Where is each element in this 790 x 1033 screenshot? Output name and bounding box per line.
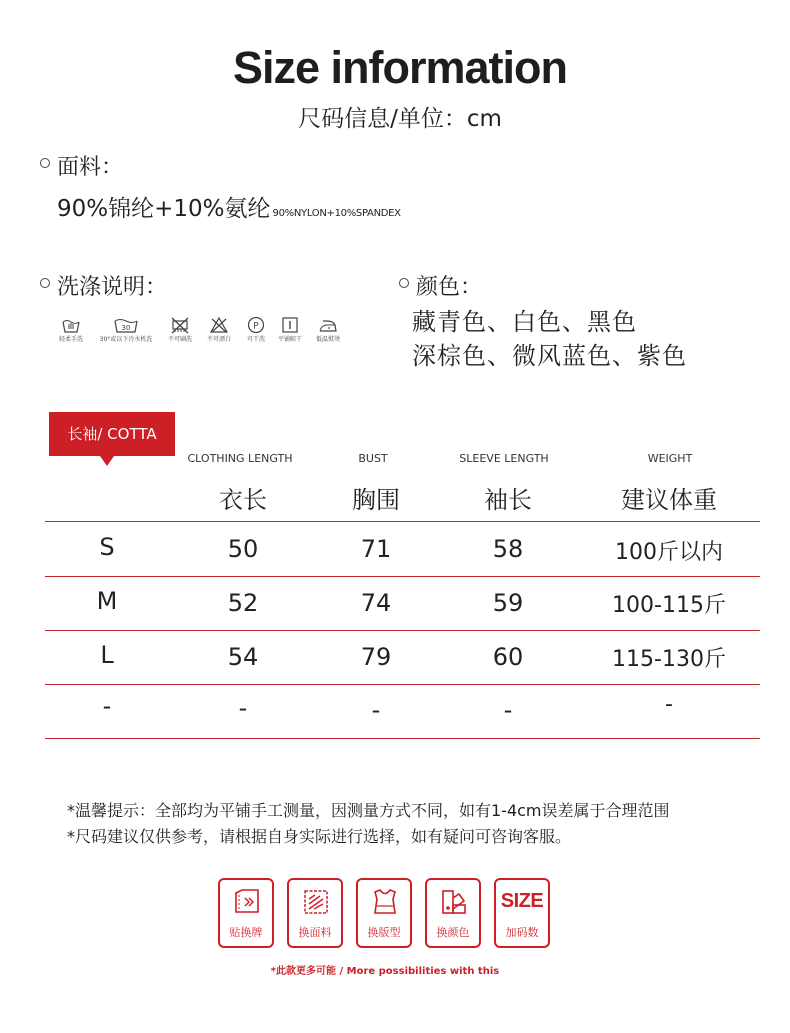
table-cell-sleeve: - — [503, 696, 513, 724]
fabric-main-text: 90%锦纶+10%氨纶 — [57, 196, 271, 222]
footer-note: *此款更多可能 / More possibilities with this — [270, 966, 500, 977]
table-cell-weight: 100斤以内 — [615, 540, 723, 565]
table-cell-length: - — [238, 694, 248, 722]
table-cell-bust: - — [371, 696, 381, 724]
table-divider — [45, 630, 760, 631]
no-brush-icon — [170, 316, 190, 334]
fabric-english-text: 90%NYLON+10%SPANDEX — [272, 208, 401, 219]
fabric-label: 面料： — [57, 155, 124, 180]
table-cell-size: M — [96, 587, 118, 615]
wash-label-flat-dry: 平铺晾干 — [277, 336, 302, 343]
color-swap-button[interactable] — [425, 878, 481, 948]
table-divider — [45, 738, 760, 739]
col-header-weight-cn: 建议体重 — [621, 486, 717, 514]
table-cell-size: - — [102, 692, 112, 720]
page-title: Size information — [232, 42, 568, 93]
bullet-icon — [40, 158, 50, 168]
col-header-bust-en: BUST — [358, 452, 388, 465]
table-cell-bust: 79 — [360, 643, 392, 671]
wash-30-icon — [113, 316, 139, 334]
table-cell-sleeve: 60 — [492, 643, 524, 671]
note-line-1: *温馨提示：全部均为平铺手工测量，因测量方式不同，如有1-4cm误差属于合理范围 — [67, 801, 670, 820]
table-cell-length: 54 — [227, 643, 259, 671]
table-divider — [45, 684, 760, 685]
color-swap-icon — [439, 887, 469, 917]
wash-label-hand: 轻柔手洗 — [58, 336, 83, 343]
label-swap-icon — [232, 887, 262, 917]
col-header-weight-en: WEIGHT — [647, 452, 693, 465]
color-swap-label: 换颜色 — [436, 926, 470, 939]
table-divider — [45, 576, 760, 577]
col-header-length-cn: 衣长 — [219, 486, 267, 514]
colors-label: 颜色： — [416, 275, 483, 300]
table-cell-bust: 71 — [360, 535, 392, 563]
col-header-bust-cn: 胸围 — [352, 486, 400, 514]
no-bleach-icon — [209, 316, 229, 334]
fabric-swap-button[interactable] — [287, 878, 343, 948]
table-cell-length: 52 — [227, 589, 259, 617]
bullet-icon — [399, 278, 409, 288]
size-add-icon: SIZE — [500, 890, 544, 912]
table-divider — [45, 521, 760, 522]
wash-label-30: 30°或以下冷水机洗 — [99, 336, 153, 343]
fabric-swap-label: 换面料 — [298, 926, 332, 939]
fabric-composition — [57, 190, 401, 223]
bullet-icon — [40, 278, 50, 288]
table-cell-sleeve: 58 — [492, 535, 524, 563]
wash-label-no-brush: 不可刷洗 — [167, 336, 192, 343]
label-swap-label: 贴换牌 — [229, 926, 263, 939]
wash-label-dry-clean: 可干洗 — [246, 336, 265, 343]
dry-clean-p-icon — [246, 316, 266, 334]
table-cell-bust: 74 — [360, 589, 392, 617]
washing-label: 洗涤说明： — [57, 275, 168, 300]
hand-wash-icon — [61, 316, 81, 334]
size-add-label: 加码数 — [505, 926, 539, 939]
table-cell-weight: 100-115斤 — [612, 593, 726, 618]
fabric-swap-icon — [301, 887, 331, 917]
table-cell-size: S — [99, 533, 115, 561]
table-cell-length: 50 — [227, 535, 259, 563]
table-cell-size: L — [100, 641, 114, 669]
col-header-length-en: CLOTHING LENGTH — [187, 452, 293, 465]
col-header-sleeve-cn: 袖长 — [484, 486, 532, 514]
table-cell-weight: - — [665, 692, 673, 717]
colors-line-1: 藏青色、白色、黑色 — [412, 308, 637, 336]
table-cell-weight: 115-130斤 — [612, 647, 726, 672]
size-add-button[interactable] — [494, 878, 550, 948]
col-header-sleeve-en: SLEEVE LENGTH — [459, 452, 549, 465]
dry-clean-p-text: P — [253, 321, 259, 332]
table-cell-sleeve: 59 — [492, 589, 524, 617]
tag-pointer — [100, 456, 114, 466]
pattern-swap-icon — [370, 887, 400, 917]
note-line-2: *尺码建议仅供参考，请根据自身实际进行选择，如有疑问可咨询客服。 — [67, 827, 572, 846]
wash-30-text: 30 — [121, 324, 131, 332]
wash-label-no-bleach: 不可漂白 — [206, 336, 231, 343]
pattern-swap-button[interactable] — [356, 878, 412, 948]
sleeve-type-tag: 长袖/ COTTA — [49, 412, 175, 456]
pattern-swap-label: 换版型 — [367, 926, 401, 939]
wash-label-low-iron: 低温熨烫 — [315, 336, 340, 343]
label-swap-button[interactable] — [218, 878, 274, 948]
low-iron-icon — [318, 316, 338, 334]
page-subtitle: 尺码信息/单位：cm — [298, 106, 502, 132]
colors-line-2: 深棕色、微风蓝色、紫色 — [412, 342, 687, 370]
flat-dry-icon — [280, 316, 300, 334]
